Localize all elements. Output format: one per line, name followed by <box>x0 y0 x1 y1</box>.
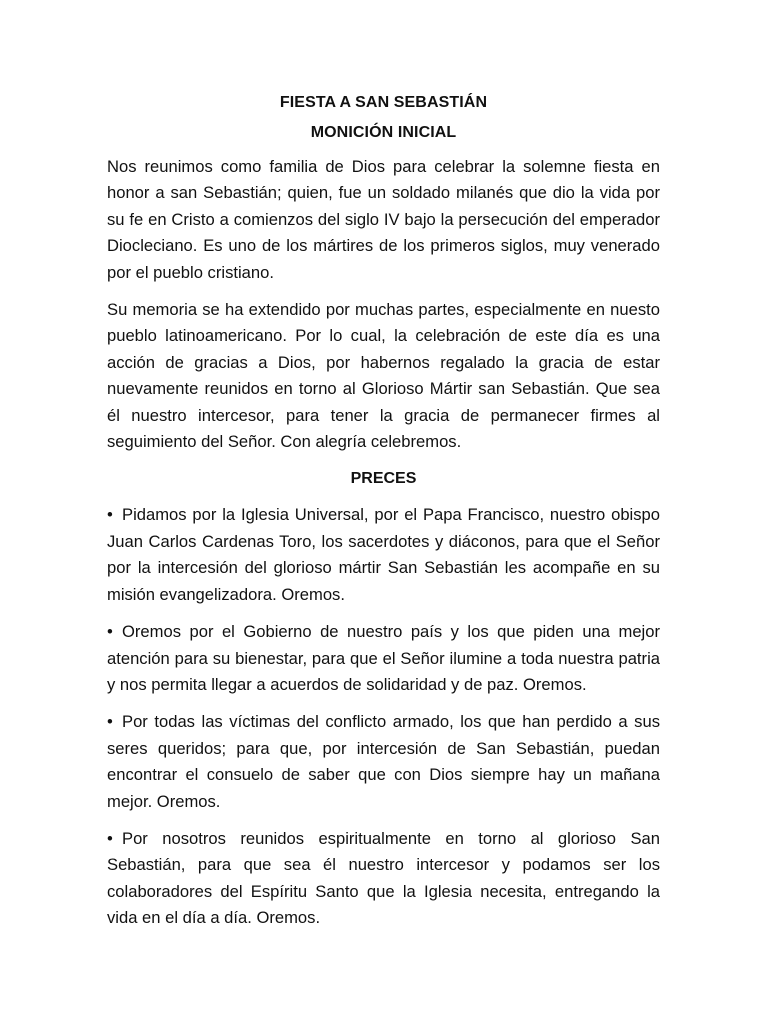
intro-paragraph: Su memoria se ha extendido por muchas partes, especialmente en nuesto pueblo latinoamericano. Por lo cual, la celebración de este día es una acción de gracias a Dios, por habernos regalado la gracia de estar nuevamente reunidos en torno al Glorioso Mártir san Sebastián. Que sea él nuestro intercesor, para tener la gracia de permanecer firmes al seguimiento del Señor. Con alegría celebremos. <box>107 300 660 452</box>
document-title: FIESTA A SAN SEBASTIÁN <box>279 94 488 111</box>
prece-text: Oremos por el Gobierno de nuestro país y los que piden una mejor atención para su bienestar, para que el Señor ilumine a toda nuestra patria y nos permita llegar a acuerdos de solidaridad y de paz. Oremos. <box>107 622 660 694</box>
document-page <box>107 93 660 943</box>
prece-item <box>107 709 660 815</box>
prece-item <box>107 826 660 932</box>
prece-text: Por todas las víctimas del conflicto armado, los que han perdido a sus seres queridos; para que, por intercesión de San Sebastián, puedan encontrar el consuelo de saber que con Dios siempre hay un mañana mejor. Oremos. <box>107 712 660 811</box>
prece-text: Pidamos por la Iglesia Universal, por el Papa Francisco, nuestro obispo Juan Carlos Cardenas Toro, los sacerdotes y diáconos, para que el Señor por la intercesión del glorioso mártir San Sebastián les acompañe en su misión evangelizadora. Oremos. <box>107 505 660 604</box>
preces-title: PRECES <box>350 470 417 488</box>
prece-text: Por nosotros reunidos espiritualmente en torno al glorioso San Sebastián, para que sea él nuestro intercesor y podamos ser los colaboradores del Espíritu Santo que la Iglesia necesita, entregando la vida en el día a día. Oremos. <box>107 828 660 928</box>
intro-paragraph: Nos reunimos como familia de Dios para celebrar la solemne fiesta en honor a san Sebastián; quien, fue un soldado milanés que dio la vida por su fe en Cristo a comienzos del siglo IV bajo la persecución del emperador Diocleciano. Es uno de los mártires de los primeros siglos, muy venerado por el pueblo cristiano. <box>107 157 660 282</box>
prece-item <box>107 619 660 698</box>
bullet-icon: • <box>107 505 113 525</box>
prece-item <box>107 502 660 608</box>
bullet-icon: • <box>107 712 113 732</box>
bullet-icon: • <box>107 828 113 848</box>
document-subtitle: MONICIÓN INICIAL <box>310 124 457 141</box>
bullet-icon: • <box>107 622 113 642</box>
